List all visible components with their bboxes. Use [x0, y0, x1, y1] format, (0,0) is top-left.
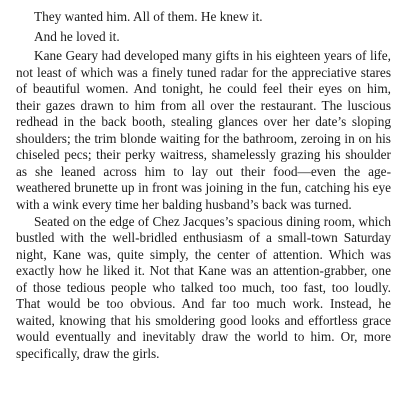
paragraph-4: Seated on the edge of Chez Jacques’s spacious dining room, which bustled with the well-bridled enthusiasm of a small-town Saturday night, Kane was, quite simply, the center of attention. Which was exactly how he liked it. Not that Kane was an attention-grabber, one of those tedious people who talked too much, too fast, too loudly. That would be too obvious. And far too much work. Instead, he waited, knowing that his smoldering good looks and effortless grace would eventually and inevitably draw the world to him. Or, more specifically, draw the girls.	[16, 213, 391, 361]
paragraph-2: And he loved it.	[34, 28, 120, 44]
paragraph-3: Kane Geary had developed many gifts in his eighteen years of life, not least of which was a finely tuned radar for the appreciative stares of beautiful women. And tonight, he could feel their eyes on him, their gazes drawn to him from all over the restaurant. The luscious redhead in the back booth, stealing glances over her date’s sloping shoulders; the trim blonde waiting for the bathroom, zeroing in on his chiseled pecs; their perky waitress, shamelessly grazing his shoulder as she leaned across him to lay out their food—even the age-weathered brunette up in front was joining in the fun, catching his eye with a wink every time her balding husband’s back was turned.	[16, 48, 391, 213]
paragraph-1: They wanted him. All of them. He knew it.	[34, 9, 263, 24]
book-page	[16, 9, 391, 362]
